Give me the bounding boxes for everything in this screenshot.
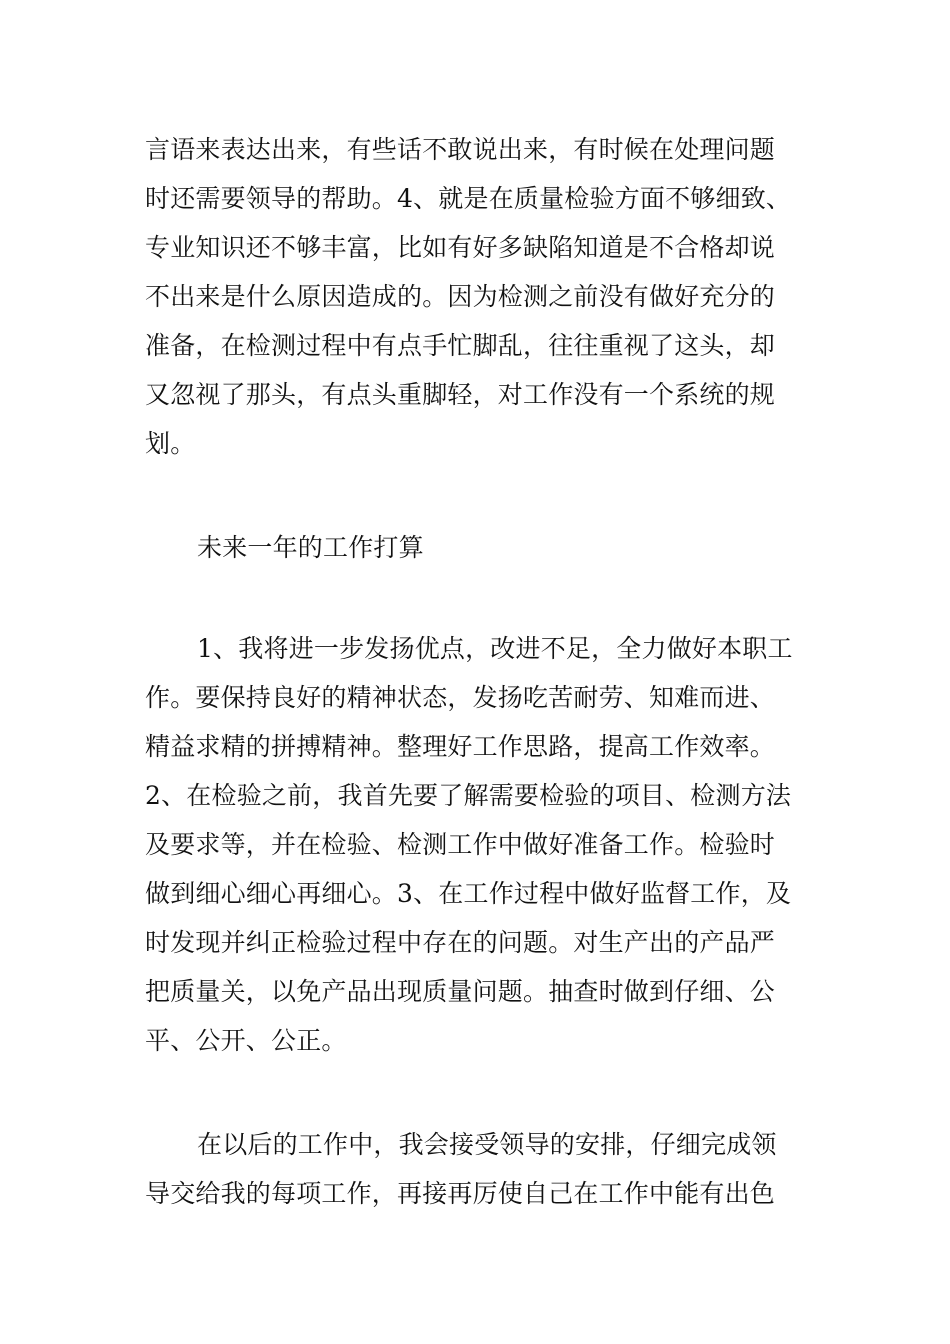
- paragraph-line: 及要求等，并在检验、检测工作中做好准备工作。检验时: [145, 830, 776, 859]
- paragraph-line: 时还需要领导的帮助。4、就是在质量检验方面不够细致、: [145, 184, 792, 213]
- paragraph-line: 平、公开、公正。: [145, 1026, 347, 1055]
- paragraph-line: 又忽视了那头，有点头重脚轻，对工作没有一个系统的规: [145, 380, 776, 409]
- paragraph-line: 2、在检验之前，我首先要了解需要检验的项目、检测方法: [145, 781, 792, 810]
- paragraph-line: 导交给我的每项工作，再接再厉使自己在工作中能有出色: [145, 1179, 776, 1208]
- section-heading: 未来一年的工作打算: [197, 533, 424, 562]
- paragraph-line: 精益求精的拼搏精神。整理好工作思路，提高工作效率。: [145, 732, 776, 761]
- paragraph-line: 1、我将进一步发扬优点，改进不足，全力做好本职工: [197, 634, 793, 663]
- paragraph-line: 作。要保持良好的精神状态，发扬吃苦耐劳、知难而进、: [145, 683, 776, 712]
- paragraph-line: 做到细心细心再细心。3、在工作过程中做好监督工作，及: [145, 879, 792, 908]
- paragraph-line: 准备，在检测过程中有点手忙脚乱，往往重视了这头，却: [145, 331, 776, 360]
- paragraph-line: 不出来是什么原因造成的。因为检测之前没有做好充分的: [145, 282, 776, 311]
- paragraph-line: 时发现并纠正检验过程中存在的问题。对生产出的产品严: [145, 928, 776, 957]
- paragraph-line: 划。: [145, 429, 196, 458]
- paragraph-line: 言语来表达出来，有些话不敢说出来，有时候在处理问题: [145, 135, 776, 164]
- paragraph-line: 专业知识还不够丰富，比如有好多缺陷知道是不合格却说: [145, 233, 776, 262]
- paragraph-line: 把质量关，以免产品出现质量问题。抽查时做到仔细、公: [145, 977, 776, 1006]
- paragraph-line: 在以后的工作中，我会接受领导的安排，仔细完成领: [197, 1130, 777, 1159]
